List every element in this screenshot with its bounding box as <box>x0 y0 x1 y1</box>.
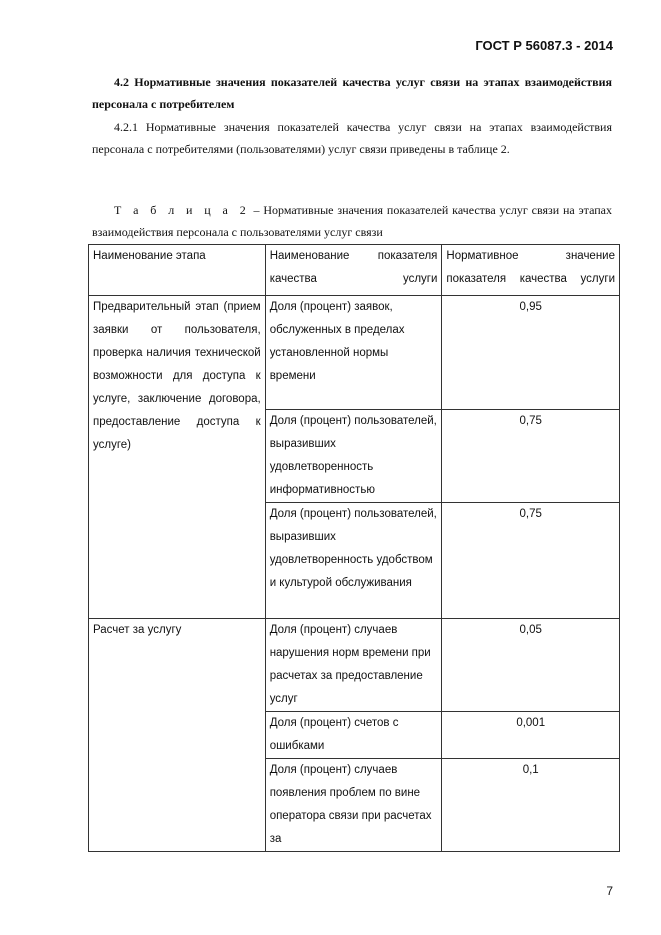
table-header-row <box>89 245 620 296</box>
quality-indicators-table <box>88 244 620 852</box>
indicator-cell: Доля (процент) заявок, обслуженных в пределах установленной нормы времени <box>265 296 442 410</box>
value-cell: 0,95 <box>442 296 620 410</box>
standard-number: ГОСТ Р 56087.3 - 2014 <box>475 38 613 53</box>
table-caption-lead: Т а б л и ц а 2 <box>114 203 250 217</box>
header-value: Нормативное значение показателя качества услуги <box>442 245 620 296</box>
value-cell: 0,1 <box>442 759 620 852</box>
header-indicator: Наименование показателя качества услуги <box>265 245 442 296</box>
section-title: 4.2 Нормативные значения показателей качества услуг связи на этапах взаимодействия персонала с потребителем <box>92 75 612 111</box>
value-cell: 0,75 <box>442 410 620 503</box>
indicator-cell: Доля (процент) случаев нарушения норм времени при расчетах за предоставление услуг <box>265 619 442 712</box>
page-number: 7 <box>606 884 613 898</box>
value-cell: 0,05 <box>442 619 620 712</box>
indicator-cell: Доля (процент) случаев появления проблем по вине оператора связи при расчетах за <box>265 759 442 852</box>
indicator-cell: Доля (процент) пользователей, выразивших удовлетворенность информативностью <box>265 410 442 503</box>
stage-cell-payment: Расчет за услугу <box>89 619 266 852</box>
table-caption-text: – Нормативные значения показателей качества услуг связи на этапах взаимодействия персонала с пользователями услуг связи <box>92 203 612 239</box>
value-cell: 0,001 <box>442 712 620 759</box>
indicator-cell: Доля (процент) пользователей, выразивших удовлетворенность удобством и культурой обслуживания <box>265 503 442 619</box>
table-row <box>89 619 620 712</box>
table-caption <box>92 199 612 243</box>
header-stage: Наименование этапа <box>89 245 266 296</box>
table-row <box>89 296 620 410</box>
value-cell: 0,75 <box>442 503 620 619</box>
indicator-cell: Доля (процент) счетов с ошибками <box>265 712 442 759</box>
section-paragraph: 4.2.1 Нормативные значения показателей качества услуг связи на этапах взаимодействия персонала с потребителями (пользователями) услуг связи приведены в таблице 2. <box>92 120 612 156</box>
stage-cell-preliminary: Предварительный этап (прием заявки от пользователя, проверка наличия технической возможности для доступа к услуге, заключение договора, предоставление доступа к услуге) <box>89 296 266 619</box>
